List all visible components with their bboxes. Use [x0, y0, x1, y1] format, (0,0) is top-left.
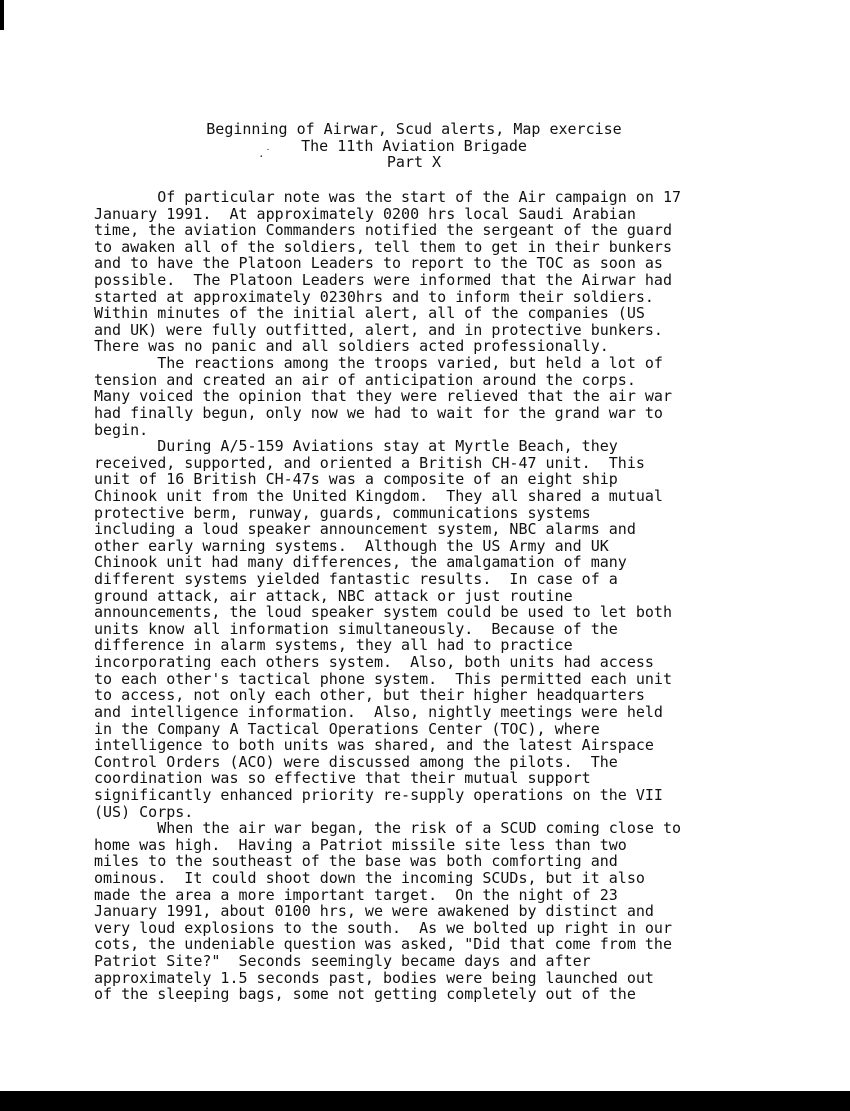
body-text-line: unit of 16 British CH-47s was a composite of an eight ship: [94, 470, 618, 489]
scan-edge-mark: [0, 0, 4, 30]
body-text-line: Many voiced the opinion that they were relieved that the air war: [94, 387, 672, 406]
body-text-line: to each other's tactical phone system. This permitted each unit: [94, 669, 672, 688]
body-text-line: cots, the undeniable question was asked, "Did that come from the: [94, 935, 672, 954]
document-title: Beginning of Airwar, Scud alerts, Map exercise: [206, 120, 622, 138]
body-text-line: ground attack, air attack, NBC attack or just routine: [94, 586, 573, 605]
body-text-line: had finally begun, only now we had to wait for the grand war to: [94, 403, 663, 422]
body-text-line: January 1991. At approximately 0200 hrs local Saudi Arabian: [94, 204, 636, 223]
body-text-line: and to have the Platoon Leaders to report to the TOC as soon as: [94, 254, 663, 273]
body-text-line: received, supported, and oriented a British CH-47 unit. This: [94, 453, 645, 472]
body-text-line: During A/5-159 Aviations stay at Myrtle Beach, they: [94, 437, 618, 456]
body-text-line: coordination was so effective that their mutual support: [94, 769, 591, 788]
body-text-line: units know all information simultaneously. Because of the: [94, 619, 618, 638]
body-text-line: other early warning systems. Although the US Army and UK: [94, 536, 609, 555]
body-text-line: protective berm, runway, guards, communications systems: [94, 503, 591, 522]
body-text-line: time, the aviation Commanders notified the sergeant of the guard: [94, 221, 672, 240]
body-text-line: (US) Corps.: [94, 802, 194, 821]
body-text-line: The reactions among the troops varied, but held a lot of: [94, 354, 663, 373]
body-text-line: possible. The Platoon Leaders were informed that the Airwar had: [94, 271, 672, 290]
body-text-line: started at approximately 0230hrs and to inform their soldiers.: [94, 287, 654, 306]
body-text-line: incorporating each others system. Also, both units had access: [94, 653, 654, 672]
body-text-line: Chinook unit from the United Kingdom. They all shared a mutual: [94, 486, 663, 505]
body-text-line: There was no panic and all soldiers acted professionally.: [94, 337, 609, 356]
stray-scan-mark: .˙: [258, 147, 272, 160]
body-text-line: home was high. Having a Patriot missile site less than two: [94, 835, 627, 854]
body-text-line: very loud explosions to the south. As we bolted up right in our: [94, 918, 672, 937]
body-text-line: When the air war began, the risk of a SCUD coming close to: [94, 819, 681, 838]
body-text-line: approximately 1.5 seconds past, bodies were being launched out: [94, 968, 654, 987]
body-text-line: different systems yielded fantastic results. In case of a: [94, 570, 618, 589]
body-text-line: and UK) were fully outfitted, alert, and in protective bunkers.: [94, 320, 663, 339]
body-text-line: including a loud speaker announcement system, NBC alarms and: [94, 520, 636, 539]
body-text-line: January 1991, about 0100 hrs, we were awakened by distinct and: [94, 902, 654, 921]
body-text-line: Patriot Site?" Seconds seemingly became days and after: [94, 952, 591, 971]
document-subtitle: The 11th Aviation Brigade: [301, 136, 527, 155]
body-text-line: to awaken all of the soldiers, tell them to get in their bunkers: [94, 237, 672, 256]
body-text-line: Chinook unit had many differences, the amalgamation of many: [94, 553, 627, 572]
body-text-line: Of particular note was the start of the Air campaign on 17: [94, 188, 681, 206]
body-text-line: significantly enhanced priority re-supply operations on the VII: [94, 785, 663, 804]
document-heading: [0, 121, 828, 171]
body-text-line: begin.: [94, 420, 149, 439]
body-text-line: tension and created an air of anticipation around the corps.: [94, 370, 636, 389]
body-text-line: announcements, the loud speaker system could be used to let both: [94, 603, 672, 622]
body-text-line: Control Orders (ACO) were discussed among the pilots. The: [94, 752, 618, 771]
body-text-line: difference in alarm systems, they all had to practice: [94, 636, 573, 655]
document-body: [94, 189, 834, 1003]
document-part: Part X: [386, 153, 442, 172]
body-text-line: ominous. It could shoot down the incoming SCUDs, but it also: [94, 868, 645, 887]
body-text-line: Within minutes of the initial alert, all of the companies (US: [94, 304, 645, 323]
scan-bottom-border: [0, 1091, 850, 1111]
body-text-line: miles to the southeast of the base was both comforting and: [94, 852, 618, 871]
body-text-line: of the sleeping bags, some not getting completely out of the: [94, 985, 636, 1004]
body-text-line: in the Company A Tactical Operations Center (TOC), where: [94, 719, 600, 738]
body-text-line: and intelligence information. Also, nightly meetings were held: [94, 702, 663, 721]
body-text-line: intelligence to both units was shared, and the latest Airspace: [94, 736, 654, 755]
body-text-line: to access, not only each other, but their higher headquarters: [94, 686, 645, 705]
body-text-line: made the area a more important target. On the night of 23: [94, 885, 618, 904]
